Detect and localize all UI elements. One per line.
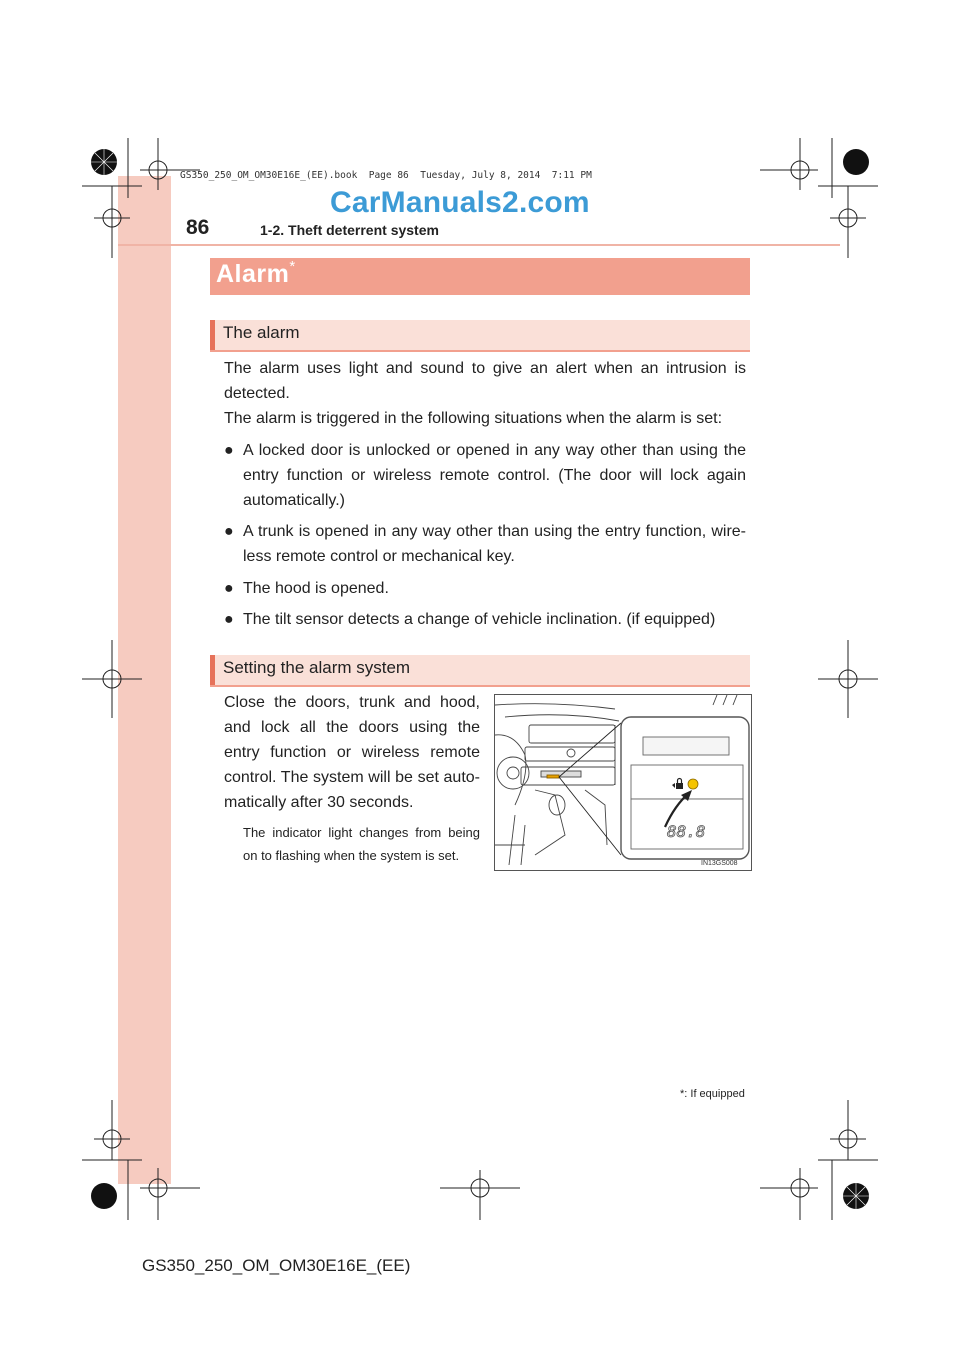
setting-instructions: Close the doors, trunk and hood, and lock all the doors using the entry function or wireless remote control. The system will be set auto-matically after 30 seconds.: [224, 694, 480, 811]
watermark[interactable]: CarManuals2.com: [330, 186, 590, 219]
figure-code: IN13GS008: [701, 860, 738, 867]
indicator-light-icon: [688, 779, 698, 789]
page-number: 86: [186, 216, 210, 239]
footnote: *: If equipped: [680, 1088, 745, 1100]
page-title: [216, 260, 296, 289]
list-item-text: A trunk is opened in any way other than using the entry function, wire-less remote control or mechanical key.: [243, 523, 746, 565]
list-item: [224, 519, 746, 569]
page-title-text: Alarm: [216, 260, 290, 288]
bullet-icon: ●: [224, 523, 234, 540]
bullet-icon: ●: [224, 611, 234, 628]
bullet-icon: ●: [224, 580, 234, 597]
indicator-note: The indicator light changes from being on to flashing when the system is set.: [243, 825, 480, 863]
list-item: [224, 438, 746, 513]
header-rule: [118, 244, 840, 246]
title-asterisk: *: [289, 258, 296, 275]
dashboard-drawing: [495, 695, 751, 870]
footer-id: GS350_250_OM_OM30E16E_(EE): [142, 1256, 411, 1275]
section-heading-setting-alarm: Setting the alarm system: [223, 658, 411, 677]
paragraph: The alarm uses light and sound to give an alert when an intrusion is detected.: [224, 360, 746, 402]
list-item: [224, 576, 746, 601]
list-item-text: The tilt sensor detects a change of vehicle inclination. (if equipped): [243, 611, 716, 628]
paragraph: The alarm is triggered in the following situations when the alarm is set:: [224, 410, 723, 427]
section-label: 1-2. Theft deterrent system: [260, 222, 439, 238]
dashboard-illustration: [494, 694, 752, 871]
list-item-text: The hood is opened.: [243, 580, 389, 597]
list-item: [224, 607, 746, 632]
section-heading-the-alarm: The alarm: [223, 323, 300, 342]
bullet-icon: ●: [224, 442, 234, 459]
list-item-text: A locked door is unlocked or opened in any way other than using the entry function or wireless remote control. (The door will lock again automatically.): [243, 442, 746, 509]
print-info: GS350_250_OM_OM30E16E_(EE).book Page 86 Tuesday, July 8, 2014 7:11 PM: [180, 170, 592, 181]
display-readout: 88.8: [667, 822, 706, 841]
